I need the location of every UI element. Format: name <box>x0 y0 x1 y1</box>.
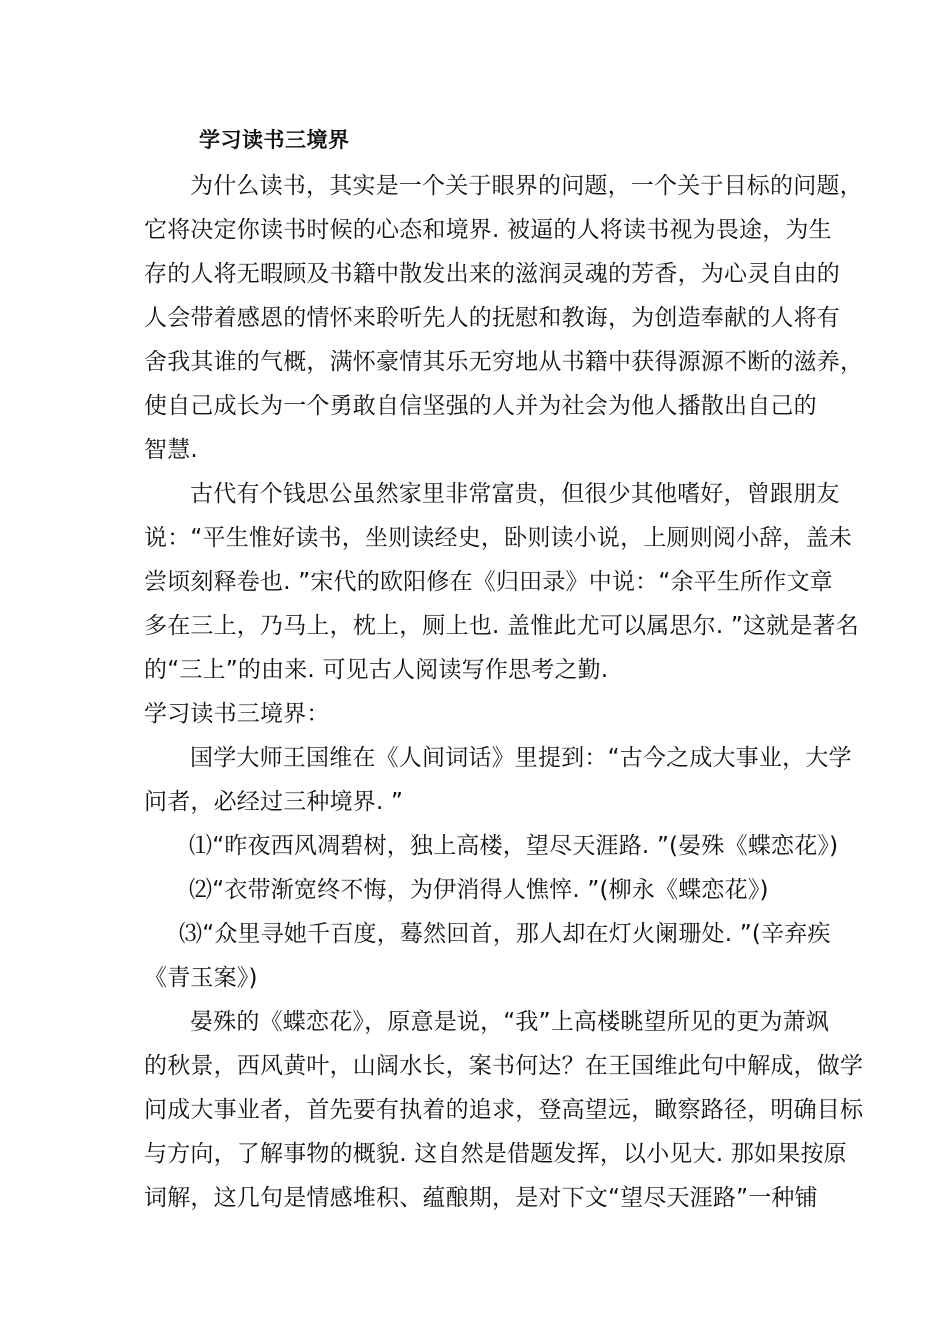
text-line: 晏殊的《蝶恋花》，原意是说，“我”上高楼眺望所见的更为萧飒 <box>190 1009 830 1035</box>
text-line: 问成大事业者，首先要有执着的追求，登高望远，瞰察路径，明确目标 <box>144 1097 864 1123</box>
text-line: 与方向，了解事物的概貌. 这自然是借题发挥，以小见大. 那如果按原 <box>144 1141 847 1167</box>
text-line: 尝顷刻释卷也. ”宋代的欧阳修在《归田录》中说：“余平生所作文章 <box>144 569 833 595</box>
poem-line: 《青玉案》) <box>144 965 258 991</box>
document-title: 学习读书三境界 <box>199 128 350 152</box>
text-line: 它将决定你读书时候的心态和境界. 被逼的人将读书视为畏途，为生 <box>144 217 832 243</box>
text-line: 的秋景，西风黄叶，山阔水长，案书何达？在王国维此句中解成，做学 <box>144 1053 864 1079</box>
text-line: 多在三上，乃马上，枕上，厕上也. 盖惟此尤可以属思尔. ”这就是著名 <box>144 613 859 639</box>
text-line: 说：“平生惟好读书，坐则读经史，卧则读小说，上厕则阅小辞，盖未 <box>144 525 853 551</box>
text-line: 古代有个钱思公虽然家里非常富贵，但很少其他嗜好，曾跟朋友 <box>190 481 840 507</box>
text-line: 使自己成长为一个勇敢自信坚强的人并为社会为他人播散出自己的 <box>144 393 817 419</box>
poem-line: ⑶“众里寻她千百度，蓦然回首，那人却在灯火阑珊处. ”(辛弃疾 <box>179 921 831 947</box>
text-line: 问者，必经过三种境界. ” <box>144 789 404 815</box>
section-heading: 学习读书三境界： <box>144 701 330 727</box>
poem-line: ⑵“衣带渐宽终不悔，为伊消得人憔悴. ”(柳永《蝶恋花》) <box>189 877 769 903</box>
text-line: 人会带着感恩的情怀来聆听先人的抚慰和教诲，为创造奉献的人将有 <box>144 305 840 331</box>
text-line: 存的人将无暇顾及书籍中散发出来的滋润灵魂的芳香，为心灵自由的 <box>144 261 840 287</box>
poem-line: ⑴“昨夜西风凋碧树，独上高楼，望尽天涯路. ”(晏殊《蝶恋花》) <box>189 833 839 859</box>
text-line: 国学大师王国维在《人间词话》里提到：“古今之成大事业，大学 <box>190 745 852 771</box>
text-line: 舍我其谁的气概，满怀豪情其乐无穷地从书籍中获得源源不断的滋养， <box>144 349 864 375</box>
text-line: 词解，这几句是情感堆积、蕴酿期，是对下文“望尽天涯路”一种铺 <box>144 1185 818 1211</box>
text-line: 智慧. <box>144 437 198 463</box>
text-line: 为什么读书，其实是一个关于眼界的问题，一个关于目标的问题， <box>190 173 863 199</box>
text-line: 的“三上”的由来. 可见古人阅读写作思考之勤. <box>144 657 609 683</box>
